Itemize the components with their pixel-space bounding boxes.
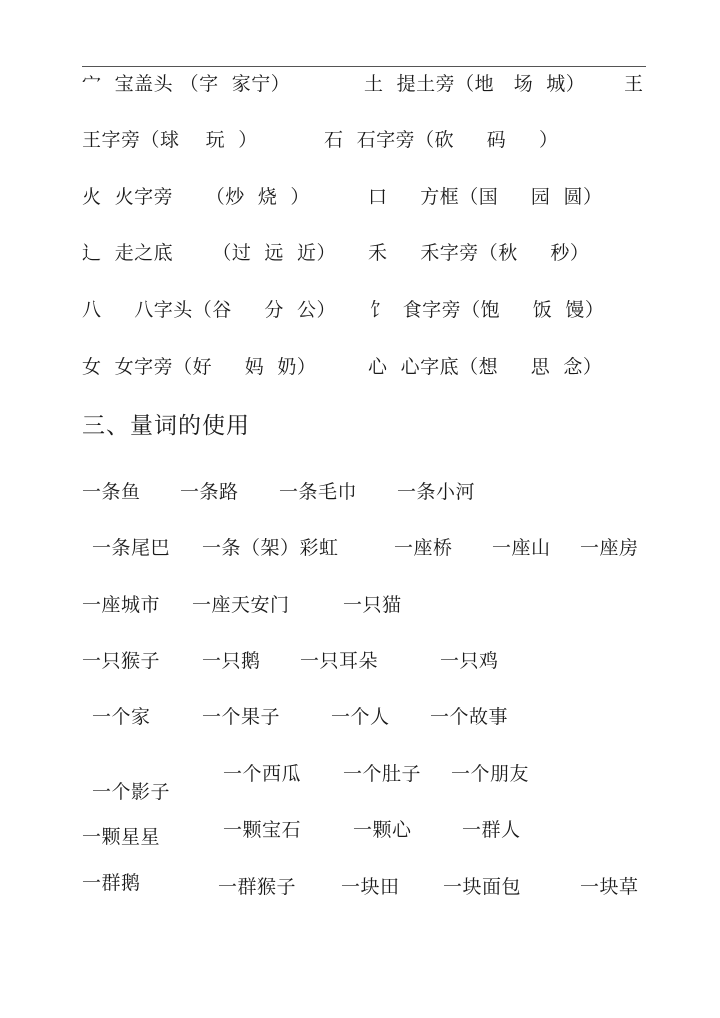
mw-item: 一座房 xyxy=(580,537,639,559)
section-title: 三、量词的使用 xyxy=(82,413,250,439)
top-rule xyxy=(82,66,646,67)
radical-baogaitou: 宀 宝盖头 （字 家宁） xyxy=(82,73,291,95)
mw-item: 一个人 xyxy=(331,706,390,728)
mw-item: 一只鹅 xyxy=(202,650,261,672)
mw-item: 一座山 xyxy=(492,537,551,559)
mw-item: 一个故事 xyxy=(430,706,509,728)
mw-item: 一只猴子 xyxy=(82,650,161,672)
mw-item: 一条路 xyxy=(180,481,239,503)
mw-item: 一块田 xyxy=(341,876,400,898)
radical-shizipang: 石 石字旁（砍 码 ） xyxy=(324,129,559,151)
mw-item: 一个家 xyxy=(92,706,151,728)
mw-item: 一群人 xyxy=(462,819,521,841)
mw-item: 一条尾巴 xyxy=(92,537,171,559)
mw-item: 一个影子 xyxy=(92,781,171,803)
radical-zouzhidi: 辶 走之底 （过 远 近） xyxy=(82,242,336,264)
radical-huozipang: 火 火字旁 （炒 烧 ） xyxy=(82,186,310,208)
mw-item: 一群鹅 xyxy=(82,872,141,894)
mw-item: 一条（架）彩虹 xyxy=(202,537,339,559)
mw-item: 一个朋友 xyxy=(451,763,530,785)
mw-item: 一座城市 xyxy=(82,594,161,616)
mw-item: 一块面包 xyxy=(443,876,522,898)
radical-hezipang: 禾 禾字旁（秋 秒） xyxy=(368,242,590,264)
mw-item: 一条小河 xyxy=(397,481,476,503)
mw-item: 一颗宝石 xyxy=(223,819,302,841)
radical-titupang: 土 提土旁（地 场 城） xyxy=(364,73,586,95)
radical-nvzipang: 女 女字旁（好 妈 奶） xyxy=(82,356,317,378)
radical-fangkuang: 口 方框（国 园 圆） xyxy=(368,186,603,208)
mw-item: 一只耳朵 xyxy=(300,650,379,672)
mw-item: 一群猴子 xyxy=(218,876,297,898)
radical-xinzidi: 心 心字底（想 思 念） xyxy=(368,356,603,378)
mw-item: 一块草 xyxy=(580,876,639,898)
radical-wang-char: 王 xyxy=(624,73,644,95)
mw-item: 一颗星星 xyxy=(82,826,161,848)
mw-item: 一座桥 xyxy=(394,537,453,559)
mw-item: 一只猫 xyxy=(343,594,402,616)
mw-item: 一个肚子 xyxy=(343,763,422,785)
radical-shizipang-food: 饣 食字旁（饱 饭 馒） xyxy=(370,299,605,321)
mw-item: 一个西瓜 xyxy=(223,763,302,785)
mw-item: 一只鸡 xyxy=(440,650,499,672)
mw-item: 一条毛巾 xyxy=(279,481,358,503)
mw-item: 一座天安门 xyxy=(192,594,290,616)
mw-item: 一个果子 xyxy=(202,706,281,728)
mw-item: 一条鱼 xyxy=(82,481,141,503)
mw-item: 一颗心 xyxy=(353,819,412,841)
radical-wangzipang: 王字旁（球 玩 ） xyxy=(82,129,258,151)
radical-bazitou: 八 八字头（谷 分 公） xyxy=(82,299,336,321)
